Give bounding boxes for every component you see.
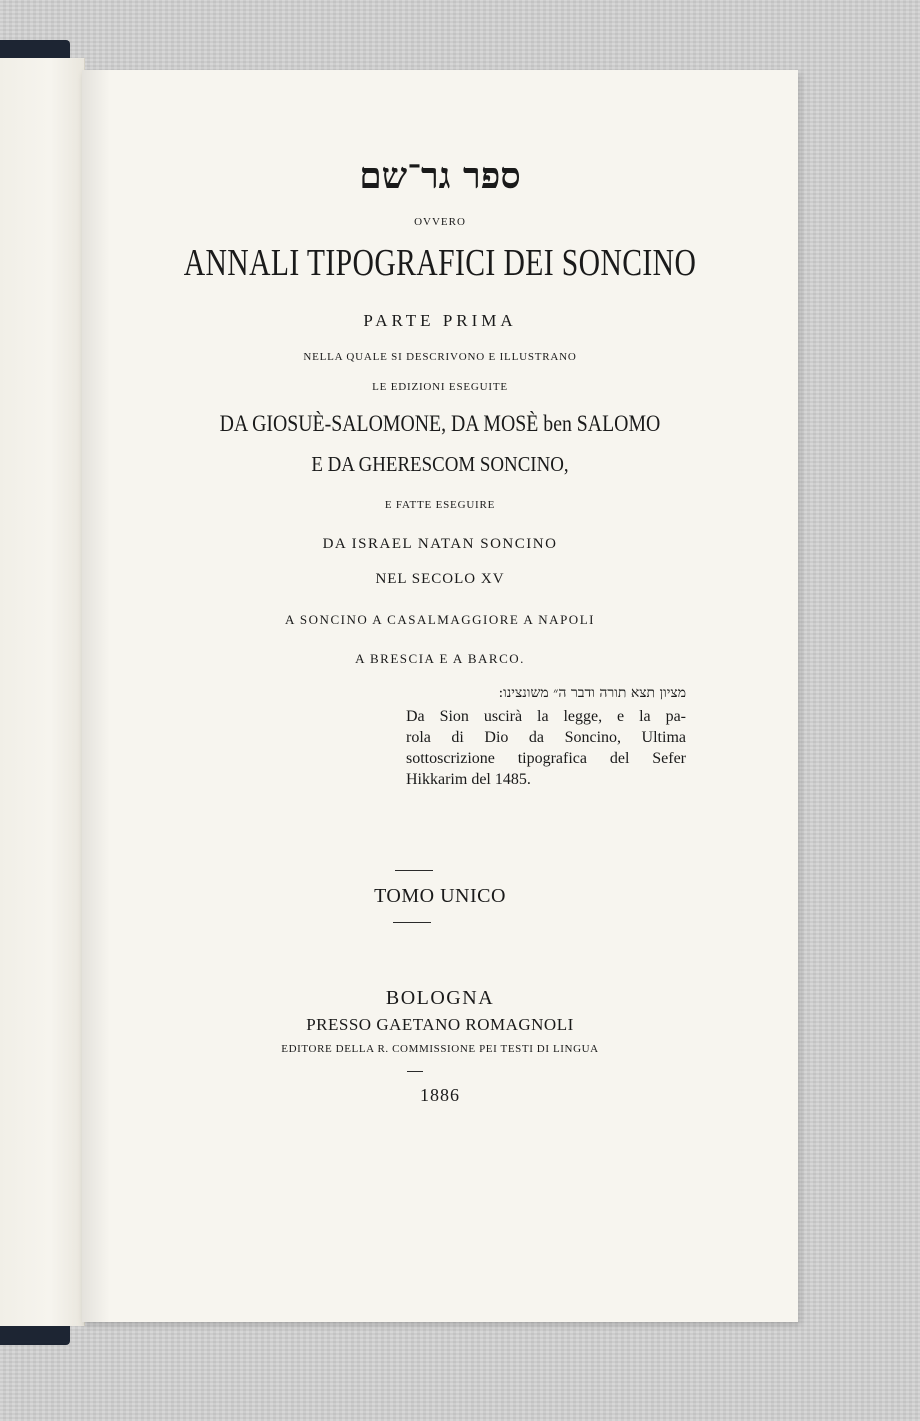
part-label: PARTE PRIMA [363, 311, 517, 330]
epigraph-hebrew: מציון תצא תורה ודבר ה״ משונצינו: [498, 685, 686, 701]
printers-line-2: E DA GHERESCOM SONCINO, [311, 452, 569, 476]
description-line-1: NELLA QUALE SI DESCRIVONO E ILLUSTRANO [303, 351, 577, 363]
imprint-city: BOLOGNA [385, 987, 495, 1009]
places-line-1: A SONCINO A CASALMAGGIORE A NAPOLI [285, 612, 595, 627]
main-title: ANNALI TIPOGRAFICI DEI SONCINO [183, 242, 697, 284]
page-gutter-shadow [82, 70, 110, 1322]
divider-rule [395, 870, 433, 871]
left-page-edge [0, 58, 85, 1326]
volume-label: TOMO UNICO [374, 885, 506, 907]
ovvero-label: OVVERO [414, 216, 466, 228]
epigraph-line: Hikkarim del 1485. [406, 771, 531, 788]
divider-rule [393, 922, 431, 923]
printers-line-1: DA GIOSUÈ-SALOMONE, DA MOSÈ ben SALOMO [219, 411, 661, 436]
israel-natan-line: DA ISRAEL NATAN SONCINO [322, 536, 558, 552]
imprint-publisher: PRESSO GAETANO ROMAGNOLI [306, 1015, 574, 1034]
fatte-eseguire-label: E FATTE ESEGUIRE [384, 499, 496, 511]
imprint-editor: EDITORE DELLA R. COMMISSIONE PEI TESTI DI LINGUA [281, 1043, 599, 1055]
epigraph-line: Da Sion uscirà la legge, e la pa- [406, 708, 686, 725]
epigraph-line: rola di Dio da Soncino, Ultima [406, 729, 686, 746]
divider-rule [407, 1071, 423, 1072]
imprint-year: 1886 [420, 1085, 460, 1105]
epigraph-line: sottoscrizione tipografica del Sefer [406, 750, 686, 767]
epigraph [406, 686, 686, 790]
title-page [82, 70, 798, 1322]
places-line-2: A BRESCIA E A BARCO. [355, 651, 525, 666]
hebrew-title: ספר גר־שם [359, 155, 521, 197]
century-line: NEL SECOLO XV [375, 571, 505, 587]
description-line-2: LE EDIZIONI ESEGUITE [372, 381, 508, 393]
